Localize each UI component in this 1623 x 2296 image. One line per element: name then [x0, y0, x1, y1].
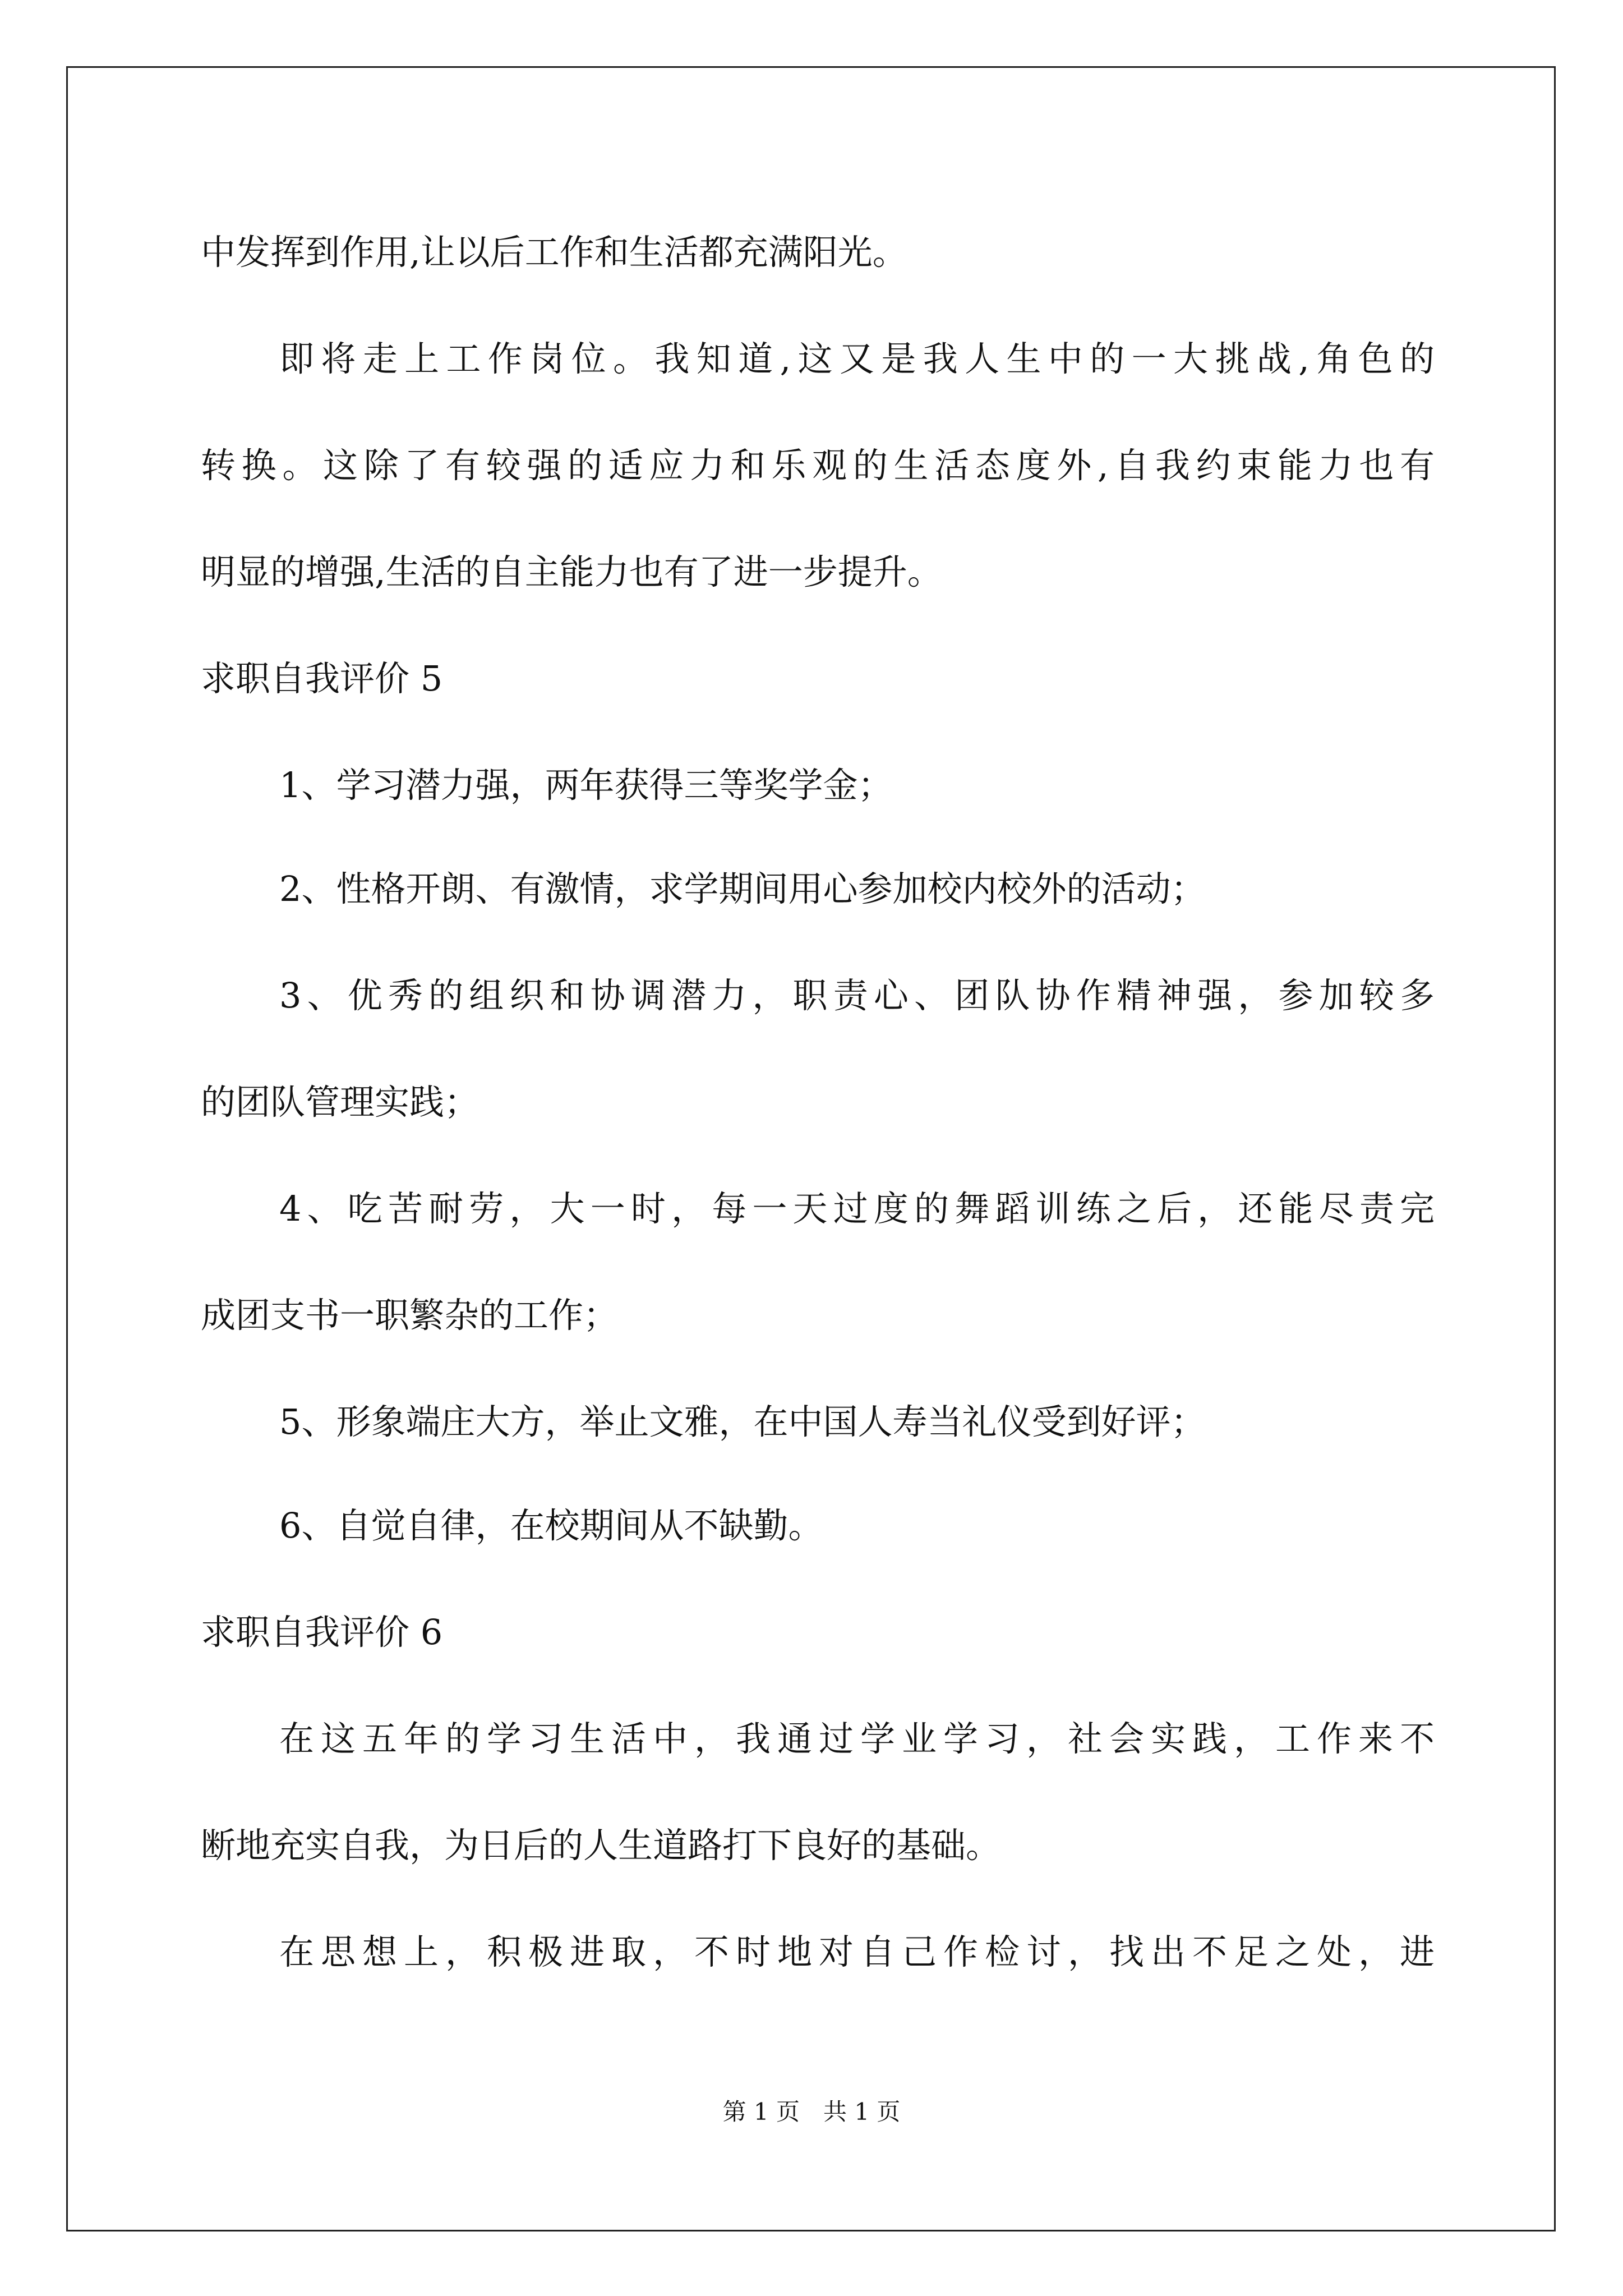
- list-item-continuation: 的团队管理实践；: [201, 1082, 479, 1122]
- list-item: 5、形象端庄大方，举止文雅，在中国人寿当礼仪受到好评；: [279, 1401, 1206, 1442]
- list-item-continuation: 成团支书一职繁杂的工作；: [201, 1295, 619, 1336]
- page-border: [66, 66, 1556, 2231]
- list-item: 3、优秀的组织和协调潜力，职责心、团队协作精神强，参加较多: [279, 975, 1435, 1016]
- paragraph-line: 在思想上，积极进取，不时地对自己作检讨，找出不足之处，进: [279, 1931, 1435, 1972]
- section-heading: 求职自我评价 5: [201, 658, 443, 699]
- paragraph-line: 断地充实自我，为日后的人生道路打下良好的基础。: [201, 1825, 1001, 1866]
- list-item: 4、吃苦耐劳，大一时，每一天过度的舞蹈训练之后，还能尽责完: [279, 1188, 1435, 1229]
- section-heading: 求职自我评价 6: [201, 1612, 443, 1653]
- list-item: 6、自觉自律，在校期间从不缺勤。: [279, 1505, 823, 1546]
- paragraph-line: 明显的增强,生活的自主能力也有了进一步提升。: [201, 551, 942, 592]
- paragraph-line: 中发挥到作用,让以后工作和生活都充满阳光。: [201, 232, 907, 273]
- paragraph-line: 转换。这除了有较强的适应力和乐观的生活态度外,自我约束能力也有: [201, 445, 1435, 486]
- paragraph-line: 在这五年的学习生活中，我通过学业学习，社会实践，工作来不: [279, 1718, 1435, 1759]
- paragraph-line: 即将走上工作岗位。我知道,这又是我人生中的一大挑战,角色的: [279, 338, 1435, 379]
- page-number-footer: 第 1 页 共 1 页: [722, 2098, 901, 2125]
- list-item: 1、学习潜力强，两年获得三等奖学金；: [279, 765, 893, 806]
- list-item: 2、性格开朗、有激情，求学期间用心参加校内校外的活动；: [279, 868, 1206, 909]
